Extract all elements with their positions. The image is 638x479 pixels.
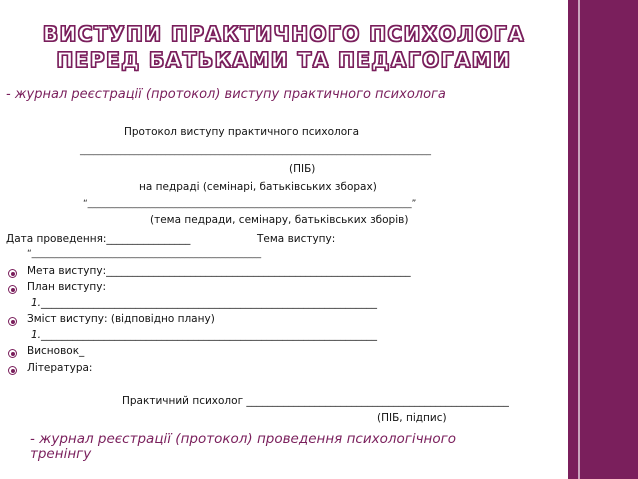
literature-field: Література: (27, 362, 93, 374)
goal-field: Мета виступу:__________________________________________________________ (27, 265, 411, 277)
plan-item-blank: 1.________________________________________________________________ (31, 297, 378, 309)
right-decor-bar (568, 0, 638, 479)
journal-item-training-line2: тренінгу (30, 446, 92, 462)
slide-title-line2: ПЕРЕД БАТЬКАМИ ТА ПЕДАГОГАМИ (56, 48, 512, 72)
venue-caption: на педраді (семінарі, батьківських зборах) (139, 181, 377, 193)
name-blank-line: ______________________________________________________________________________ (80, 146, 431, 156)
journal-item-training-line1: - журнал реєстрації (протокол) проведення психологічного (30, 431, 456, 447)
plan-field: План виступу: (27, 281, 106, 293)
conclusion-field: Висновок_ (27, 345, 85, 357)
pib-sign-caption: (ПІБ, підпис) (377, 412, 447, 424)
bullet-icon (8, 349, 17, 358)
content-item-blank: 1.________________________________________________________________ (31, 329, 378, 341)
right-decor-stripe (578, 0, 580, 479)
bullet-icon (8, 366, 17, 375)
psychologist-signature-line: Практичний психолог __________________________________________________ (122, 395, 509, 407)
bullet-icon (8, 285, 17, 294)
topic-field-label: Тема виступу: (257, 233, 336, 245)
slide-title-line1: ВИСТУПИ ПРАКТИЧНОГО ПСИХОЛОГА (42, 22, 526, 46)
date-field: Дата проведення:________________ (6, 233, 191, 245)
topic-field-blank: “___________________________________________________ (27, 249, 262, 259)
journal-item-speech: - журнал реєстрації (протокол) виступу практичного психолога (6, 87, 446, 102)
protocol-heading: Протокол виступу практичного психолога (124, 126, 360, 138)
content-field: Зміст виступу: (відповідно плану) (27, 313, 215, 325)
topic-caption: (тема педради, семінару, батьківських зборів) (150, 214, 409, 226)
bullet-icon (8, 317, 17, 326)
topic-blank-line: “________________________________________________________________________” (83, 199, 417, 209)
bullet-icon (8, 269, 17, 278)
pib-caption: (ПІБ) (289, 163, 316, 175)
